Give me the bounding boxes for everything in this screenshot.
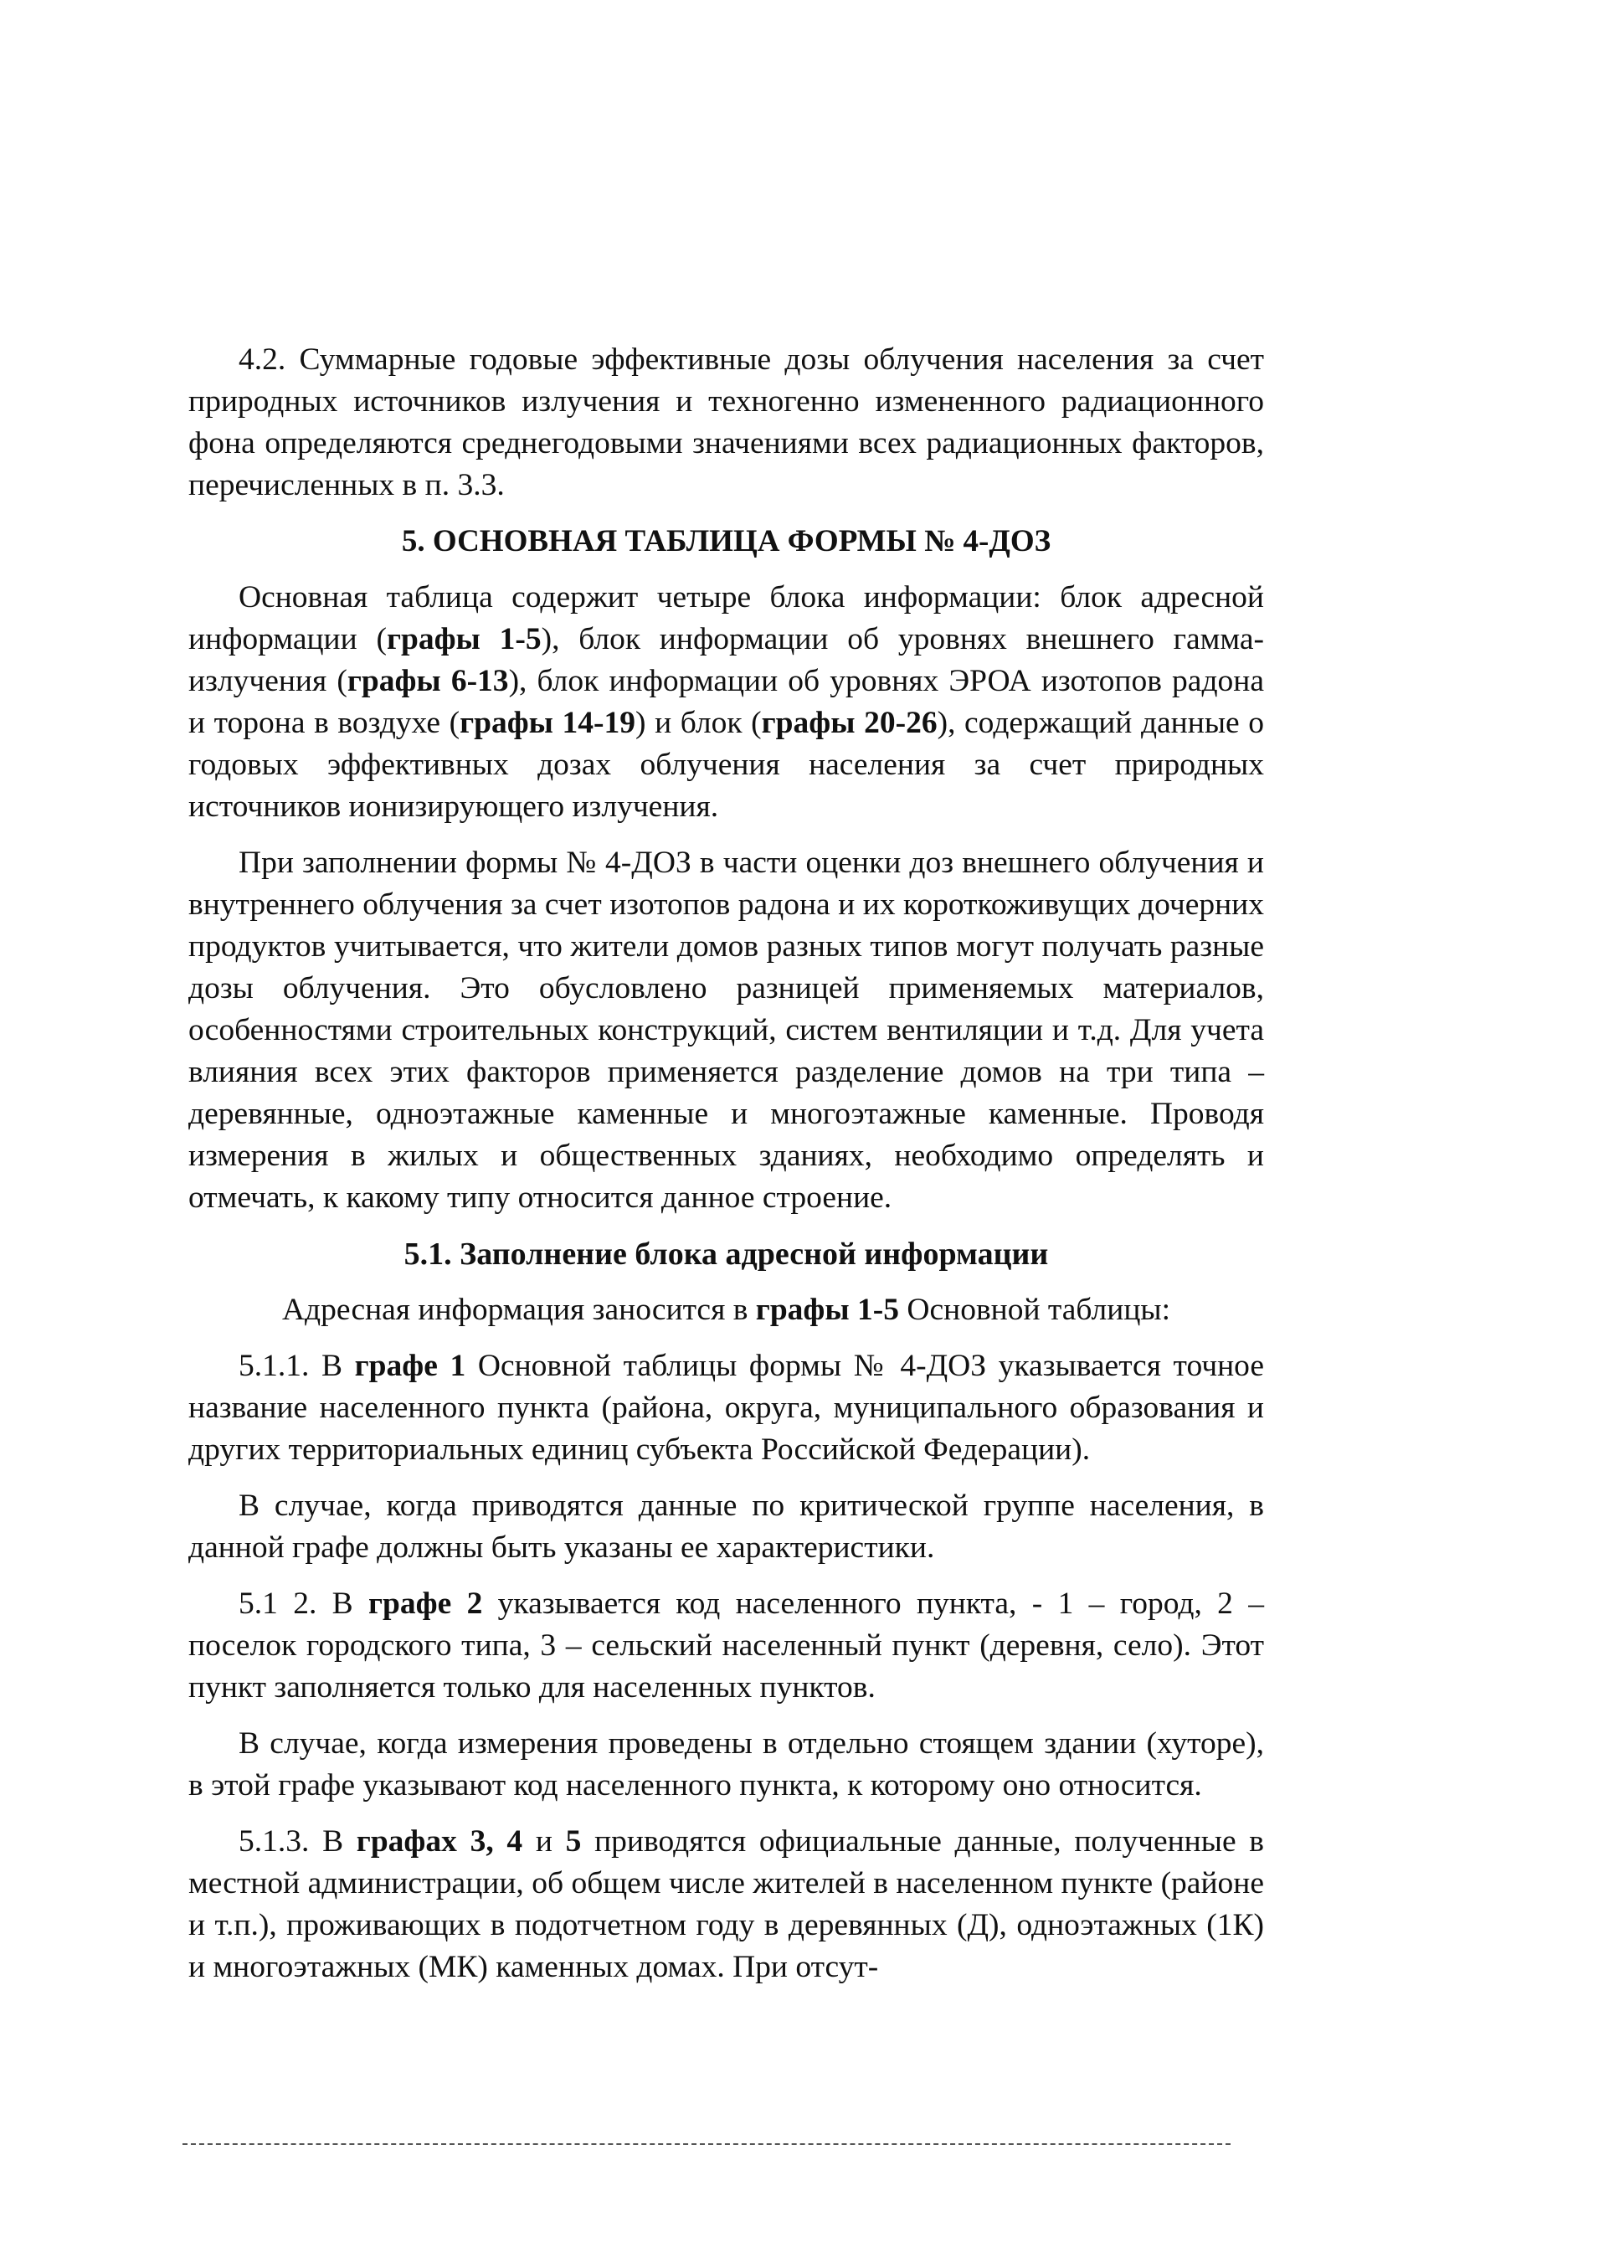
address-intro-bold: графы 1-5 xyxy=(755,1293,900,1327)
p511-bold: графе 1 xyxy=(354,1349,466,1383)
section-5-house-types-paragraph: При заполнении формы № 4-ДОЗ в части оценки доз внешнего облучения и внутреннего облучения за счет изотопов радона и их короткоживущих дочерних продуктов учитывается, что жители домов разных типов могут получать разные дозы облучения. Это обусловлено разницей применяемых материалов, особенностями строительных конструкций, систем вентиляции и т.д. Для учета влияния всех этих факторов применяется разделение домов на три типа – деревянные, одноэтажные каменные и многоэтажные каменные. Проводя измерения в жилых и общественных зданиях, необходимо определять и отмечать, к какому типу относится данное строение. xyxy=(188,846,1264,1215)
section-5-heading: 5. ОСНОВНАЯ ТАБЛИЦА ФОРМЫ № 4-ДОЗ xyxy=(401,524,1051,558)
section-5-1-heading: 5.1. Заполнение блока адресной информации xyxy=(403,1237,1049,1272)
paragraph-4-2: 4.2. Суммарные годовые эффективные дозы облучения населения за счет природных источников излучения и техногенно измененного радиационного фона определяются среднегодовыми значениями всех радиационных факторов, перечисленных в п. 3.3. xyxy=(188,342,1264,502)
document-body xyxy=(188,339,1264,2003)
intro-bold-columns-1-5: графы 1-5 xyxy=(386,622,542,656)
intro-bold-columns-6-13: графы 6-13 xyxy=(347,664,509,698)
intro-bold-columns-20-26: графы 20-26 xyxy=(761,706,938,740)
p513-bold-1: графах 3, 4 xyxy=(356,1824,523,1859)
section-5-1-intro xyxy=(188,1289,1264,1331)
paragraph-farm-building: В случае, когда измерения проведены в отдельно стоящем здании (хуторе), в этой графе указывают код населенного пункта, к которому оно относится. xyxy=(188,1726,1264,1803)
intro-text-1: Основная таблица содержит четыре блока информации: блок адресной информации ( xyxy=(188,580,1264,656)
p511-text-2: Основной таблицы формы № 4-ДОЗ указывается точное название населенного пункта (района, округа, муниципального образования и других территориальных единиц субъекта Российской Федерации). xyxy=(188,1349,1265,1467)
intro-bold-columns-14-19: графы 14-19 xyxy=(460,706,636,740)
p512-bold: графе 2 xyxy=(368,1587,483,1621)
intro-text-3: ), блок информации об уровнях ЭРОА изотопов радона и торона в воздухе ( xyxy=(188,664,1264,740)
address-intro-text-1: Адресная информация заносится в xyxy=(281,1293,756,1327)
intro-text-2: ), блок информации об уровнях внешнего гамма-излучения ( xyxy=(188,622,1264,698)
intro-text-5: ), содержащий данные о годовых эффективных дозах облучения населения за счет природных источников ионизирующего излучения. xyxy=(188,706,1264,824)
paragraph-5-1-1 xyxy=(188,1345,1264,1471)
p513-text-1: 5.1.3. В xyxy=(239,1824,357,1859)
p513-bold-2: 5 xyxy=(565,1824,582,1859)
paragraph-5-1-2 xyxy=(188,1583,1264,1709)
p512-text-1: 5.1 2. В xyxy=(239,1587,369,1621)
p511-text-1: 5.1.1. В xyxy=(239,1349,355,1383)
intro-text-4: ) и блок ( xyxy=(635,706,762,740)
p512-text-2: указывается код населенного пункта, - 1 – город, 2 – поселок городского типа, 3 – сельский населенный пункт (деревня, село). Этот пункт заполняется только для населенных пунктов. xyxy=(188,1587,1264,1705)
address-intro-text-2: Основной таблицы: xyxy=(899,1293,1171,1327)
paragraph-critical-group: В случае, когда приводятся данные по критической группе населения, в данной графе должны быть указаны ее характеристики. xyxy=(188,1489,1264,1565)
p513-text-2: и xyxy=(522,1824,566,1859)
section-5-intro xyxy=(188,577,1264,828)
footer-divider xyxy=(182,2143,1231,2145)
paragraph-5-1-3 xyxy=(188,1821,1264,1988)
p513-text-3: приводятся официальные данные, полученные в местной администрации, об общем числе жителей в населенном пункте (районе и т.п.), проживающих в подотчетном году в деревянных (Д), одноэтажных (1К) и многоэтажных (МК) каменных домах. При отсут- xyxy=(188,1824,1264,1984)
